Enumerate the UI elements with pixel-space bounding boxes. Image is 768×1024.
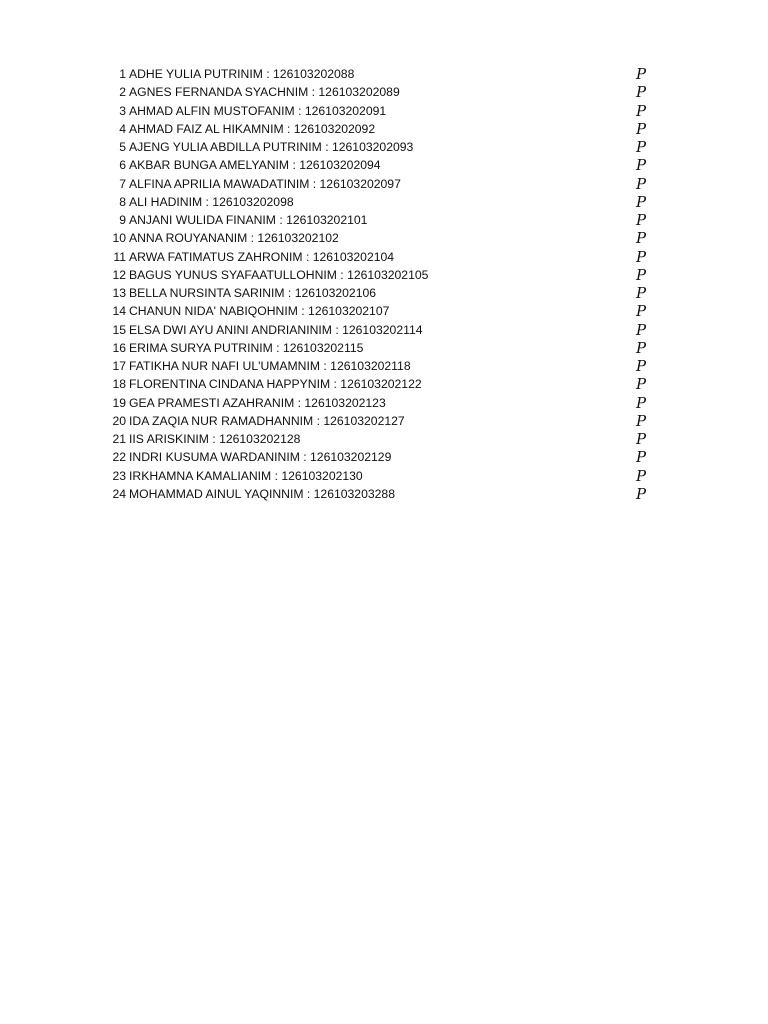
student-name-nim: IDA ZAQIA NUR RAMADHANNIM : 126103202127 xyxy=(129,413,405,428)
student-row xyxy=(104,102,664,120)
attendance-mark: P xyxy=(636,284,647,302)
student-row xyxy=(104,156,664,174)
row-number: 15 xyxy=(112,322,126,337)
row-number: 2 xyxy=(119,85,126,100)
student-name-nim: BAGUS YUNUS SYAFAATULLOHNIM : 126103202105 xyxy=(129,267,429,282)
student-row xyxy=(104,485,664,503)
student-row xyxy=(104,448,664,466)
student-row xyxy=(104,375,664,393)
student-name-nim: MOHAMMAD AINUL YAQINNIM : 126103203288 xyxy=(129,486,395,501)
attendance-mark: P xyxy=(636,83,647,102)
row-number: 20 xyxy=(112,413,126,428)
attendance-mark: P xyxy=(636,484,647,503)
student-name-nim: AJENG YULIA ABDILLA PUTRINIM : 126103202093 xyxy=(129,140,414,154)
row-number: 12 xyxy=(112,267,126,282)
attendance-mark: P xyxy=(636,320,647,339)
student-row xyxy=(104,120,664,138)
student-name-nim: ALFINA APRILIA MAWADATINIM : 126103202097 xyxy=(129,176,401,191)
row-number: 11 xyxy=(113,249,126,264)
attendance-mark: P xyxy=(636,375,647,394)
attendance-mark: P xyxy=(636,466,647,485)
student-name-nim: INDRI KUSUMA WARDANINIM : 126103202129 xyxy=(129,450,392,465)
student-name-nim: ALI HADINIM : 126103202098 xyxy=(129,194,294,209)
attendance-mark: P xyxy=(636,138,647,156)
row-number: 3 xyxy=(119,103,126,118)
student-name-nim: AGNES FERNANDA SYACHNIM : 126103202089 xyxy=(129,85,400,100)
student-row xyxy=(104,266,664,284)
attendance-mark: P xyxy=(636,247,647,266)
attendance-mark: P xyxy=(636,393,647,412)
row-number: 5 xyxy=(119,140,126,154)
attendance-mark: P xyxy=(636,174,647,193)
student-row xyxy=(104,229,664,247)
student-name-nim: ERIMA SURYA PUTRINIM : 126103202115 xyxy=(129,340,364,355)
student-row xyxy=(104,138,664,156)
attendance-mark: P xyxy=(636,211,647,229)
student-name-nim: AHMAD FAIZ AL HIKAMNIM : 126103202092 xyxy=(129,121,376,136)
student-name-nim: BELLA NURSINTA SARINIM : 126103202106 xyxy=(129,286,377,300)
student-name-nim: CHANUN NIDA' NABIQOHNIM : 126103202107 xyxy=(129,304,390,319)
row-number: 24 xyxy=(112,486,126,501)
student-row xyxy=(104,357,664,375)
row-number: 7 xyxy=(119,176,126,191)
row-number: 21 xyxy=(112,432,126,446)
student-list xyxy=(104,65,664,503)
row-number: 16 xyxy=(112,340,126,355)
row-number: 19 xyxy=(112,395,126,410)
student-name-nim: GEA PRAMESTI AZAHRANIM : 126103202123 xyxy=(129,395,386,410)
student-name-nim: ANJANI WULIDA FINANIM : 126103202101 xyxy=(129,213,368,227)
student-name-nim: AHMAD ALFIN MUSTOFANIM : 126103202091 xyxy=(129,103,387,118)
student-row xyxy=(104,211,664,229)
attendance-mark: P xyxy=(636,338,647,357)
student-name-nim: IRKHAMNA KAMALIANIM : 126103202130 xyxy=(129,468,363,483)
student-row xyxy=(104,284,664,302)
student-row xyxy=(104,321,664,339)
student-name-nim: AKBAR BUNGA AMELYANIM : 126103202094 xyxy=(129,158,381,173)
row-number: 9 xyxy=(119,213,126,227)
attendance-mark: P xyxy=(636,192,647,211)
student-name-nim: ADHE YULIA PUTRINIM : 126103202088 xyxy=(129,67,355,81)
student-name-nim: ELSA DWI AYU ANINI ANDRIANINIM : 126103202114 xyxy=(129,322,423,337)
attendance-mark: P xyxy=(636,119,647,138)
student-row xyxy=(104,302,664,320)
attendance-mark: P xyxy=(636,302,647,321)
attendance-mark: P xyxy=(636,229,647,248)
student-row xyxy=(104,394,664,412)
student-row xyxy=(104,467,664,485)
row-number: 6 xyxy=(119,158,126,173)
student-name-nim: ANNA ROUYANANIM : 126103202102 xyxy=(129,231,339,246)
student-row xyxy=(104,430,664,448)
attendance-mark: P xyxy=(636,65,647,83)
student-row xyxy=(104,193,664,211)
row-number: 4 xyxy=(119,121,126,136)
student-name-nim: IIS ARISKINIM : 126103202128 xyxy=(129,432,301,446)
row-number: 1 xyxy=(119,67,126,81)
attendance-mark: P xyxy=(636,265,647,284)
student-row xyxy=(104,248,664,266)
attendance-mark: P xyxy=(636,430,647,448)
student-row xyxy=(104,65,664,83)
student-name-nim: FATIKHA NUR NAFI UL'UMAMNIM : 126103202118 xyxy=(129,359,411,373)
row-number: 22 xyxy=(112,450,126,465)
attendance-mark: P xyxy=(636,156,647,175)
student-name-nim: FLORENTINA CINDANA HAPPYNIM : 126103202122 xyxy=(129,377,422,392)
student-row xyxy=(104,83,664,101)
student-row xyxy=(104,339,664,357)
student-row xyxy=(104,412,664,430)
row-number: 8 xyxy=(119,194,126,209)
student-name-nim: ARWA FATIMATUS ZAHRONIM : 126103202104 xyxy=(129,249,395,264)
attendance-mark: P xyxy=(636,411,647,430)
row-number: 23 xyxy=(112,468,126,483)
row-number: 10 xyxy=(112,231,126,246)
student-row xyxy=(104,175,664,193)
attendance-mark: P xyxy=(636,448,647,467)
attendance-mark: P xyxy=(636,357,647,375)
row-number: 17 xyxy=(112,359,126,373)
attendance-mark: P xyxy=(636,101,647,120)
row-number: 14 xyxy=(112,304,126,319)
row-number: 13 xyxy=(112,286,126,300)
row-number: 18 xyxy=(112,377,126,392)
